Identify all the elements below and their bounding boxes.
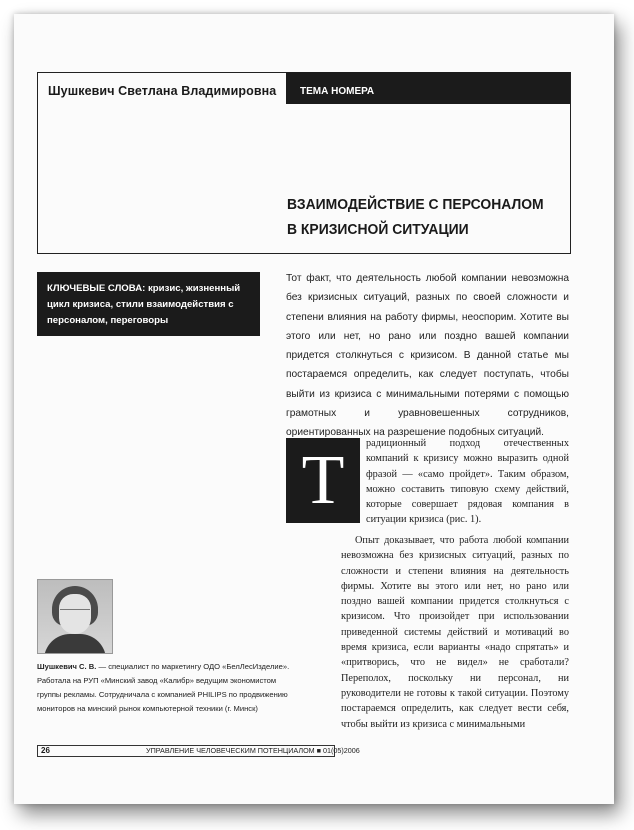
drop-cap: Т — [286, 438, 360, 523]
lead-paragraph: Тот факт, что деятельность любой компании невозможна без кризисных ситуаций, разных по своей сложности и степени влияния на работу фирмы, неоспорим. Хотите вы этого или нет, но рано или поздно вашей компании придется столкнуться с кризисом. В данной статье мы постараемся определить, как следует поступать, чтобы выйти из кризиса с минимальными потерями с помощью грамотных и уравновешенных сотрудников, ориентированных на разрешение подобных ситуаций. — [286, 273, 569, 439]
photo-glasses — [60, 609, 90, 618]
bio-name: Шушкевич С. В. — [37, 662, 97, 671]
keywords-label: КЛЮЧЕВЫЕ СЛОВА: — [47, 283, 146, 294]
author-name: Шушкевич Светлана Владимировна — [48, 84, 277, 98]
body-paragraph-2: Опыт доказывает, что работа любой компании невозможна без кризисных ситуаций, разных по сложности и степени влияния на деятельность фирмы. Хотите вы этого или нет, но рано или поздно вашей компании придется столкнуться с кризисом. Что произойдет при использовании приведенной системы действий и мотиваций во время кризиса, если варианты «надо спрятать» и «притворись, что не видел» не сработали? Переполох, поскольку ни персонал, ни руководители не готовы к такой ситуации. Поэтому постараемся определить, как следует вести себя, чтобы выйти из кризиса с минимальными — [341, 535, 569, 730]
bio-text: — специалист по маркетингу ОДО «БелЛесИзделие». Работала на РУП «Минский завод «Калибр» ведущим экономистом группы рекламы. Сотрудничала с компанией PHILIPS по продвижению мониторов на минский рынок компьютерной техники (г. Минск) — [37, 662, 290, 713]
footer-journal: УПРАВЛЕНИЕ ЧЕЛОВЕЧЕСКИМ ПОТЕНЦИАЛОМ ■ 01(05)2006 — [146, 746, 360, 755]
keywords-box — [37, 272, 260, 336]
author-bio — [37, 660, 301, 716]
title-line-1: ВЗАИМОДЕЙСТВИЕ С ПЕРСОНАЛОМ — [287, 197, 544, 213]
section-label: ТЕМА НОМЕРА — [286, 72, 570, 104]
body-column — [341, 533, 569, 732]
page-number: 26 — [41, 746, 50, 755]
keywords-text: кризис, жизненный цикл кризиса, стили взаимодействия с персоналом, переговоры — [47, 283, 241, 326]
article-title — [287, 193, 544, 243]
body-paragraph-1: радиционный подход отечественных компаний к кризису можно выразить одной фразой — «само пройдет». Таким образом, можно составить типовую схему действий, которые совершает рядовая компания в ситуации кризиса (рис. 1). — [366, 438, 569, 526]
title-line-2: В КРИЗИСНОЙ СИТУАЦИИ — [287, 222, 469, 238]
author-photo — [37, 579, 113, 654]
photo-shoulders — [44, 634, 106, 654]
